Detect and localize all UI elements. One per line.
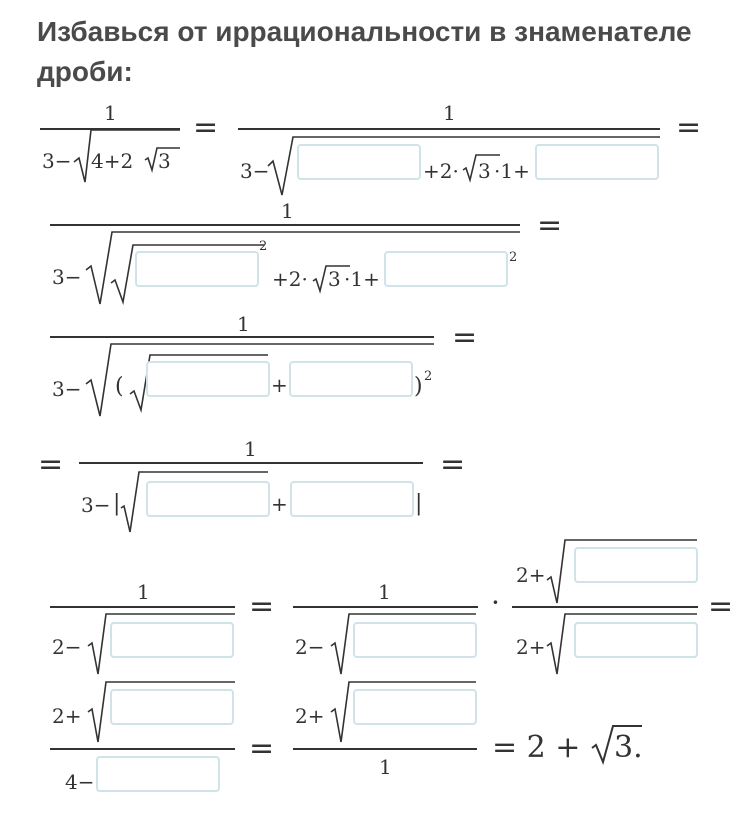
answer-input-r1-a[interactable] [297, 144, 421, 180]
answer-input-r5-a[interactable] [110, 622, 234, 658]
numerator: 1 [443, 101, 456, 125]
numerator-term: 2+ [295, 704, 325, 728]
numerator: 1 [137, 580, 150, 604]
answer-input-r1-b[interactable] [535, 144, 659, 180]
numerator-term: 2+ [516, 563, 546, 587]
denominator-term: 2− [52, 635, 82, 659]
answer-input-r3-a[interactable] [146, 361, 270, 397]
equals-sign: = [452, 320, 478, 355]
radicand: 3 [478, 159, 491, 183]
denominator-term: 3− [42, 149, 72, 173]
final-result: = 2 + [492, 730, 581, 765]
fraction-bar [293, 748, 477, 750]
radicand: 4+2 [91, 149, 134, 173]
denominator-term: 4− [65, 770, 95, 794]
answer-input-r5-d[interactable] [574, 622, 698, 658]
equals-sign: = [249, 731, 275, 766]
abs-bar: | [415, 491, 423, 516]
denominator-term: 2− [295, 635, 325, 659]
expression-term: +2· [272, 267, 308, 291]
equals-sign: = [249, 589, 275, 624]
answer-input-r2-b[interactable] [384, 251, 508, 287]
expression-term: +2· [423, 159, 459, 183]
numerator: 1 [244, 437, 257, 461]
numerator-term: 2+ [52, 704, 82, 728]
equals-sign: = [537, 208, 563, 243]
exponent: 2 [509, 250, 518, 265]
close-paren: ) [414, 374, 423, 399]
fraction-bar [50, 606, 235, 608]
equals-sign: = [440, 447, 466, 482]
equals-sign: = [193, 110, 219, 145]
fraction-bar [79, 462, 423, 464]
numerator: 1 [237, 312, 250, 336]
exponent: 2 [259, 239, 268, 254]
abs-bar: | [113, 491, 121, 516]
fraction-bar [293, 606, 478, 608]
answer-input-r4-a[interactable] [146, 481, 270, 517]
answer-input-r2-a[interactable] [135, 251, 259, 287]
answer-input-r5-b[interactable] [353, 622, 477, 658]
denominator-term: 2+ [516, 635, 546, 659]
plus-sign: + [271, 373, 288, 397]
radicand: 3 [328, 267, 341, 291]
task-title: Избавься от иррациональности в знаменателе дроби: [37, 16, 692, 87]
expression-term: ·1+ [344, 267, 380, 291]
numerator: 1 [378, 580, 391, 604]
expression-term: ·1+ [494, 159, 530, 183]
answer-input-r6-a[interactable] [110, 689, 234, 725]
fraction-bar [50, 748, 235, 750]
denominator: 1 [379, 755, 392, 779]
answer-input-r5-c[interactable] [574, 547, 698, 583]
final-result-radicand: 3. [614, 730, 643, 765]
answer-input-r6-b[interactable] [96, 756, 220, 792]
numerator: 1 [281, 199, 294, 223]
fraction-bar [238, 128, 660, 130]
answer-input-r4-b[interactable] [290, 481, 414, 517]
equals-sign: = [676, 110, 702, 145]
fraction-bar [50, 224, 520, 226]
plus-sign: + [271, 492, 288, 516]
answer-input-r6-c[interactable] [353, 689, 477, 725]
multiply-dot: · [491, 586, 500, 619]
open-paren: ( [115, 374, 124, 399]
denominator-term: 3− [81, 493, 111, 517]
fraction-bar [512, 606, 698, 608]
fraction-bar [40, 128, 180, 130]
denominator-term: 3− [240, 159, 270, 183]
fraction-bar [50, 336, 434, 338]
numerator: 1 [104, 101, 117, 125]
exponent: 2 [424, 369, 433, 384]
answer-input-r3-b[interactable] [289, 361, 413, 397]
equals-sign: = [708, 589, 733, 624]
equals-sign: = [38, 447, 64, 482]
radicand: 3 [158, 149, 171, 173]
denominator-term: 3− [52, 377, 82, 401]
denominator-term: 3− [52, 265, 82, 289]
